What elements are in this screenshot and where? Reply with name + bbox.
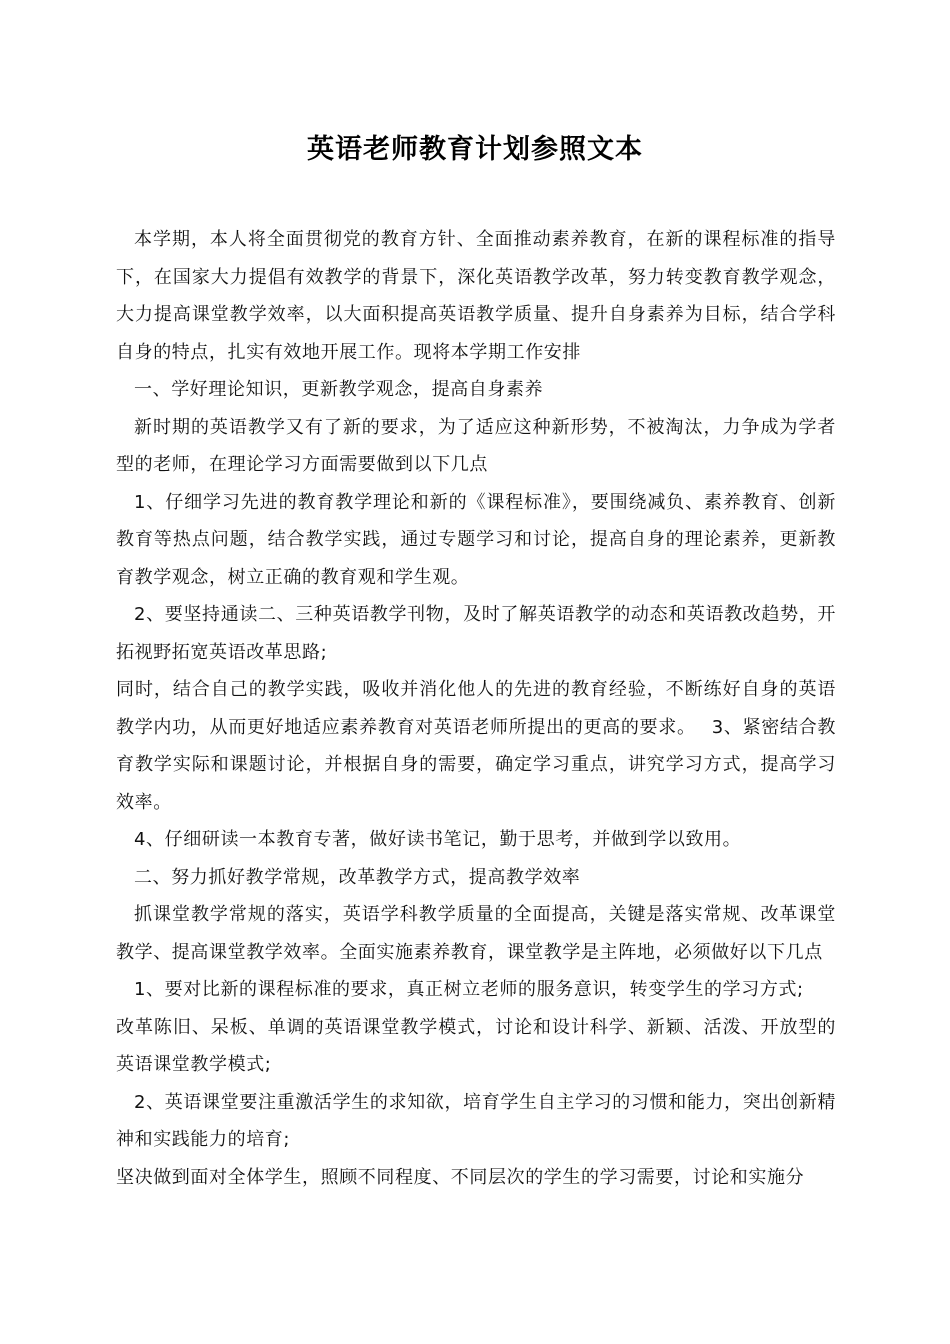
paragraph-intro: 本学期，本人将全面贯彻党的教育方针、全面推动素养教育，在新的课程标准的指导下，在国家大力提倡有效教学的背景下，深化英语教学改革，努力转变教育教学观念，大力提高课堂教学效率，以大面积提高英语教学质量、提升自身素养为目标，结合学科自身的特点，扎实有效地开展工作。现将本学期工作安排: [116, 229, 836, 363]
section-heading-2: 二、努力抓好教学常规，改革教学方式，提高教学效率: [134, 866, 581, 888]
paragraph: 同时，结合自己的教学实践，吸收并消化他人的先进的教育经验，不断练好自身的英语教学内功，从而更好地适应素养教育对英语老师所提出的更高的要求。 3、紧密结合教育教学实际和课题讨论，并根据自身的需要，确定学习重点，讲究学习方式，提高学习效率。: [116, 679, 836, 813]
document-body: [116, 221, 836, 1196]
section-heading-1: 一、学好理论知识，更新教学观念，提高自身素养: [134, 379, 544, 400]
list-item: 1、要对比新的课程标准的要求，真正树立老师的服务意识，转变学生的学习方式;: [134, 979, 804, 1000]
list-item: 2、要坚持通读二、三种英语教学刊物，及时了解英语教学的动态和英语教改趋势，开拓视野拓宽英语改革思路;: [116, 604, 836, 663]
list-item: 4、仔细研读一本教育专著，做好读书笔记，勤于思考，并做到学以致用。: [134, 829, 742, 850]
paragraph: 坚决做到面对全体学生，照顾不同程度、不同层次的学生的学习需要，讨论和实施分: [116, 1166, 805, 1188]
paragraph: 新时期的英语教学又有了新的要求，为了适应这种新形势，不被淘汰，力争成为学者型的老师，在理论学习方面需要做到以下几点: [116, 416, 836, 475]
document-title: 英语老师教育计划参照文本: [307, 134, 643, 165]
list-item: 1、仔细学习先进的教育教学理论和新的《课程标准》，要围绕减负、素养教育、创新教育等热点问题，结合教学实践，通过专题学习和讨论，提高自身的理论素养，更新教育教学观念，树立正确的教育观和学生观。: [116, 491, 836, 588]
list-item: 2、英语课堂要注重激活学生的求知欲，培育学生自主学习的习惯和能力，突出创新精神和实践能力的培育;: [116, 1091, 836, 1150]
paragraph: 改革陈旧、呆板、单调的英语课堂教学模式，讨论和设计科学、新颖、活泼、开放型的英语课堂教学模式;: [116, 1016, 836, 1075]
paragraph: 抓课堂教学常规的落实，英语学科教学质量的全面提高，关键是落实常规、改革课堂教学、提高课堂教学效率。全面实施素养教育，课堂教学是主阵地，必须做好以下几点: [116, 904, 836, 963]
